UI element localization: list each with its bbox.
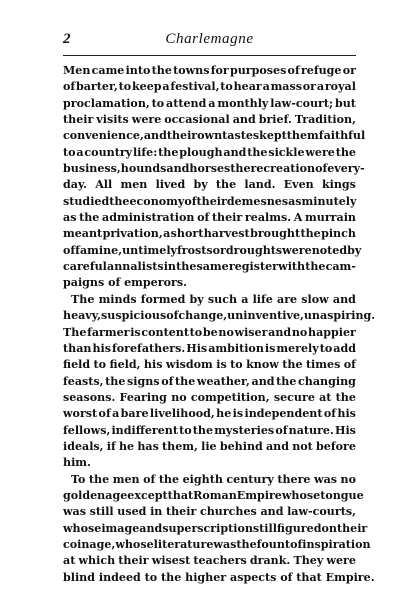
- text-line: paigns of emperors.: [63, 276, 187, 290]
- text-line: fellows, indifferent to the mysteries of nature. His: [63, 423, 356, 437]
- text-line: him.: [63, 456, 91, 470]
- text-line: convenience, and their own tastes kept them faithful: [63, 129, 366, 143]
- text-line: whose image and superscription still figured on their: [63, 521, 368, 535]
- text-line: The minds formed by such a life are slow and: [71, 292, 356, 306]
- text-line: meant privation, a short harvest brought the pinch: [63, 227, 356, 241]
- text-line: proclamation, to attend a monthly law-court; but: [63, 96, 356, 110]
- text-line: was still used in their churches and law-courts,: [63, 505, 356, 519]
- text-line: Men came into the towns for purposes of refuge or: [63, 64, 356, 77]
- text-line: than his forefathers. His ambition is merely to add: [63, 341, 356, 355]
- text-line: to a country life: the plough and the sickle were the: [63, 145, 356, 159]
- text-line: golden age except that Roman Empire whose tongue: [63, 488, 364, 502]
- text-line: business, hounds and horses the recreation of every-: [63, 162, 365, 176]
- page-number: 2: [63, 31, 71, 47]
- text-line: blind indeed to the higher aspects of that Empire.: [63, 570, 375, 584]
- text-line: studied the economy of their demesnes as minutely: [63, 194, 357, 208]
- text-line: of barter, to keep a festival, to hear a mass or a royal: [63, 80, 356, 94]
- paragraph: [63, 63, 366, 292]
- text-line: coinage, whose literature was the fount of inspiration: [63, 537, 371, 551]
- running-title: Charlemagne: [165, 31, 254, 47]
- text-line: ideals, if he has them, lie behind and not before: [63, 439, 356, 453]
- text-line: of famine, untimely frosts or droughts were noted by: [63, 243, 362, 257]
- text-line: To the men of the eighth century there was no: [71, 472, 356, 486]
- text-line: day. All men lived by the land. Even kings: [63, 178, 356, 192]
- paragraph: [63, 472, 375, 586]
- paragraph: [63, 292, 376, 472]
- text-line: careful annalists in the same register with the cam-: [63, 260, 356, 274]
- text-line: heavy, suspicious of change, uninventive, unaspiring.: [63, 309, 376, 323]
- text-line: feasts, the signs of the weather, and the changing: [63, 374, 356, 388]
- text-line: field to field, his wisdom is to know the times of: [63, 358, 356, 372]
- page-header: [63, 31, 356, 53]
- text-line: The farmer is content to be no wiser and no happier: [63, 325, 356, 339]
- text-line: seasons. Fearing no competition, secure at the: [63, 390, 356, 404]
- body-text: [63, 63, 376, 586]
- text-line: worst of a bare livelihood, he is independent of his: [63, 407, 356, 421]
- text-line: at which their wisest teachers drank. They were: [63, 554, 356, 568]
- text-line: their visits were occasional and brief. Tradition,: [63, 113, 356, 127]
- text-line: as the administration of their realms. A murrain: [63, 211, 356, 225]
- header-rule: [63, 55, 356, 56]
